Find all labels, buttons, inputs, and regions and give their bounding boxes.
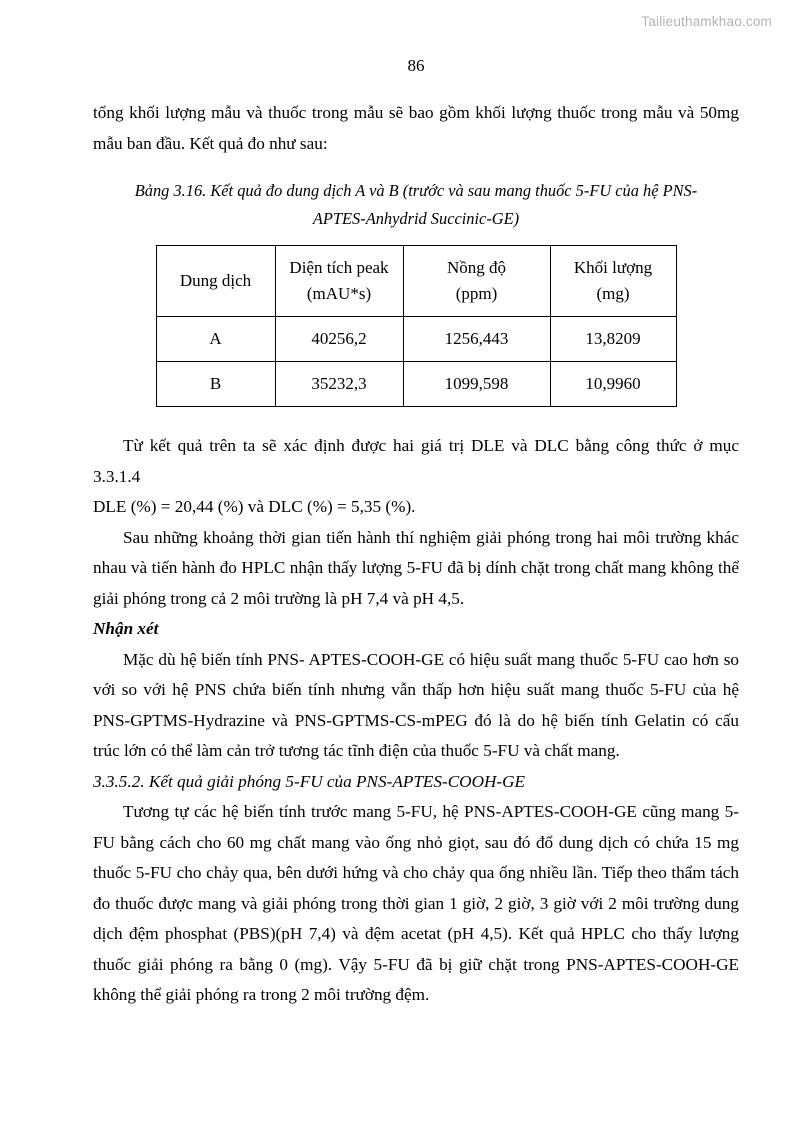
header-line-1: Khối lượng [573,258,653,277]
paragraph-release-note: Sau những khoảng thời gian tiến hành thí nghiệm giải phóng trong hai môi trường khác nhau và tiến hành đo HPLC nhận thấy lượng 5-FU đã bị dính chặt trong chất mang không thể giải phóng trong cả 2 môi trường là pH 7,4 và pH 4,5. [93,527,739,608]
cell-solution: A [156,317,275,362]
paragraph-remark-body: Mặc dù hệ biến tính PNS- APTES-COOH-GE có hiệu suất mang thuốc 5-FU cao hơn so với so với hệ PNS chứa biến tính nhưng vẫn thấp hơn hiệu suất mang thuốc 5-FU của hệ PNS-GPTMS-Hydrazine và PNS-GPTMS-CS-mPEG đó là do hệ biến tính Gelatin có cấu trúc lớn có thể làm cản trở tương tác tĩnh điện của thuốc 5-FU và chất mang. [93,649,739,760]
table-header-row [156,246,676,317]
table-row [156,362,676,407]
paragraph-final-body: Tương tự các hệ biến tính trước mang 5-FU, hệ PNS-APTES-COOH-GE cũng mang 5-FU bằng cách cho 60 mg chất mang vào ống nhỏ giọt, sau đó đổ dung dịch có chứa 15 mg thuốc 5-FU cho chảy qua, bên dưới hứng và cho chảy qua ống nhiều lần. Tiếp theo thẩm tách đo thuốc được mang và giải phóng trong thời gian 1 giờ, 2 giờ, 3 giờ với 2 môi trường dung dịch đệm phosphat (PBS)(pH 7,4) và đệm acetat (pH 4,5). Kết quả HPLC cho thấy lượng thuốc giải phóng ra bằng 0 (mg). Vậy 5-FU đã bị giữ chặt trong PNS-APTES-COOH-GE không thể giải phóng ra trong 2 môi trường đệm. [93,802,739,1004]
paragraph-dle-dlc: DLE (%) = 20,44 (%) và DLC (%) = 5,35 (%). [93,497,416,516]
spacer [93,407,739,431]
table-container [93,245,739,407]
cell-concentration: 1099,598 [403,362,550,407]
table-caption: Bảng 3.16. Kết quả đo dung dịch A và B (trước và sau mang thuốc 5-FU của hệ PNS-APTES-Anhydrid Succinic-GE) [134,181,698,228]
heading-section-3-3-5-2: 3.3.5.2. Kết quả giải phóng 5-FU của PNS-APTES-COOH-GE [93,771,526,791]
page-content [93,56,739,1011]
cell-concentration: 1256,443 [403,317,550,362]
cell-peak-area: 40256,2 [275,317,403,362]
table-header-cell-solution [156,246,275,317]
paragraph-intro: tổng khối lượng mẫu và thuốc trong mẫu sẽ bao gồm khối lượng thuốc trong mẫu và 50mg mẫu ban đầu. Kết quả đo như sau: [93,103,739,153]
cell-mass: 10,9960 [550,362,676,407]
page-number: 86 [407,56,425,75]
header-line-1: Dung dịch [179,271,252,290]
header-line-2: (mg) [596,284,630,303]
header-line-1: Nồng độ [446,258,507,277]
watermark-text: Tailieuthamkhao.com [641,14,772,29]
header-line-2: (mAU*s) [306,284,372,303]
header-line-1: Diện tích peak [289,258,389,277]
cell-mass: 13,8209 [550,317,676,362]
cell-peak-area: 35232,3 [275,362,403,407]
table-header-cell-mass [550,246,676,317]
results-table [156,245,677,407]
table-header-cell-peak-area [275,246,403,317]
header-line-2: (ppm) [455,284,498,303]
cell-solution: B [156,362,275,407]
table-header-cell-concentration [403,246,550,317]
paragraph-after-table: Từ kết quả trên ta sẽ xác định được hai giá trị DLE và DLC bằng công thức ở mục 3.3.1.4 [93,436,739,486]
table-row [156,317,676,362]
heading-remark: Nhận xét [93,619,159,638]
